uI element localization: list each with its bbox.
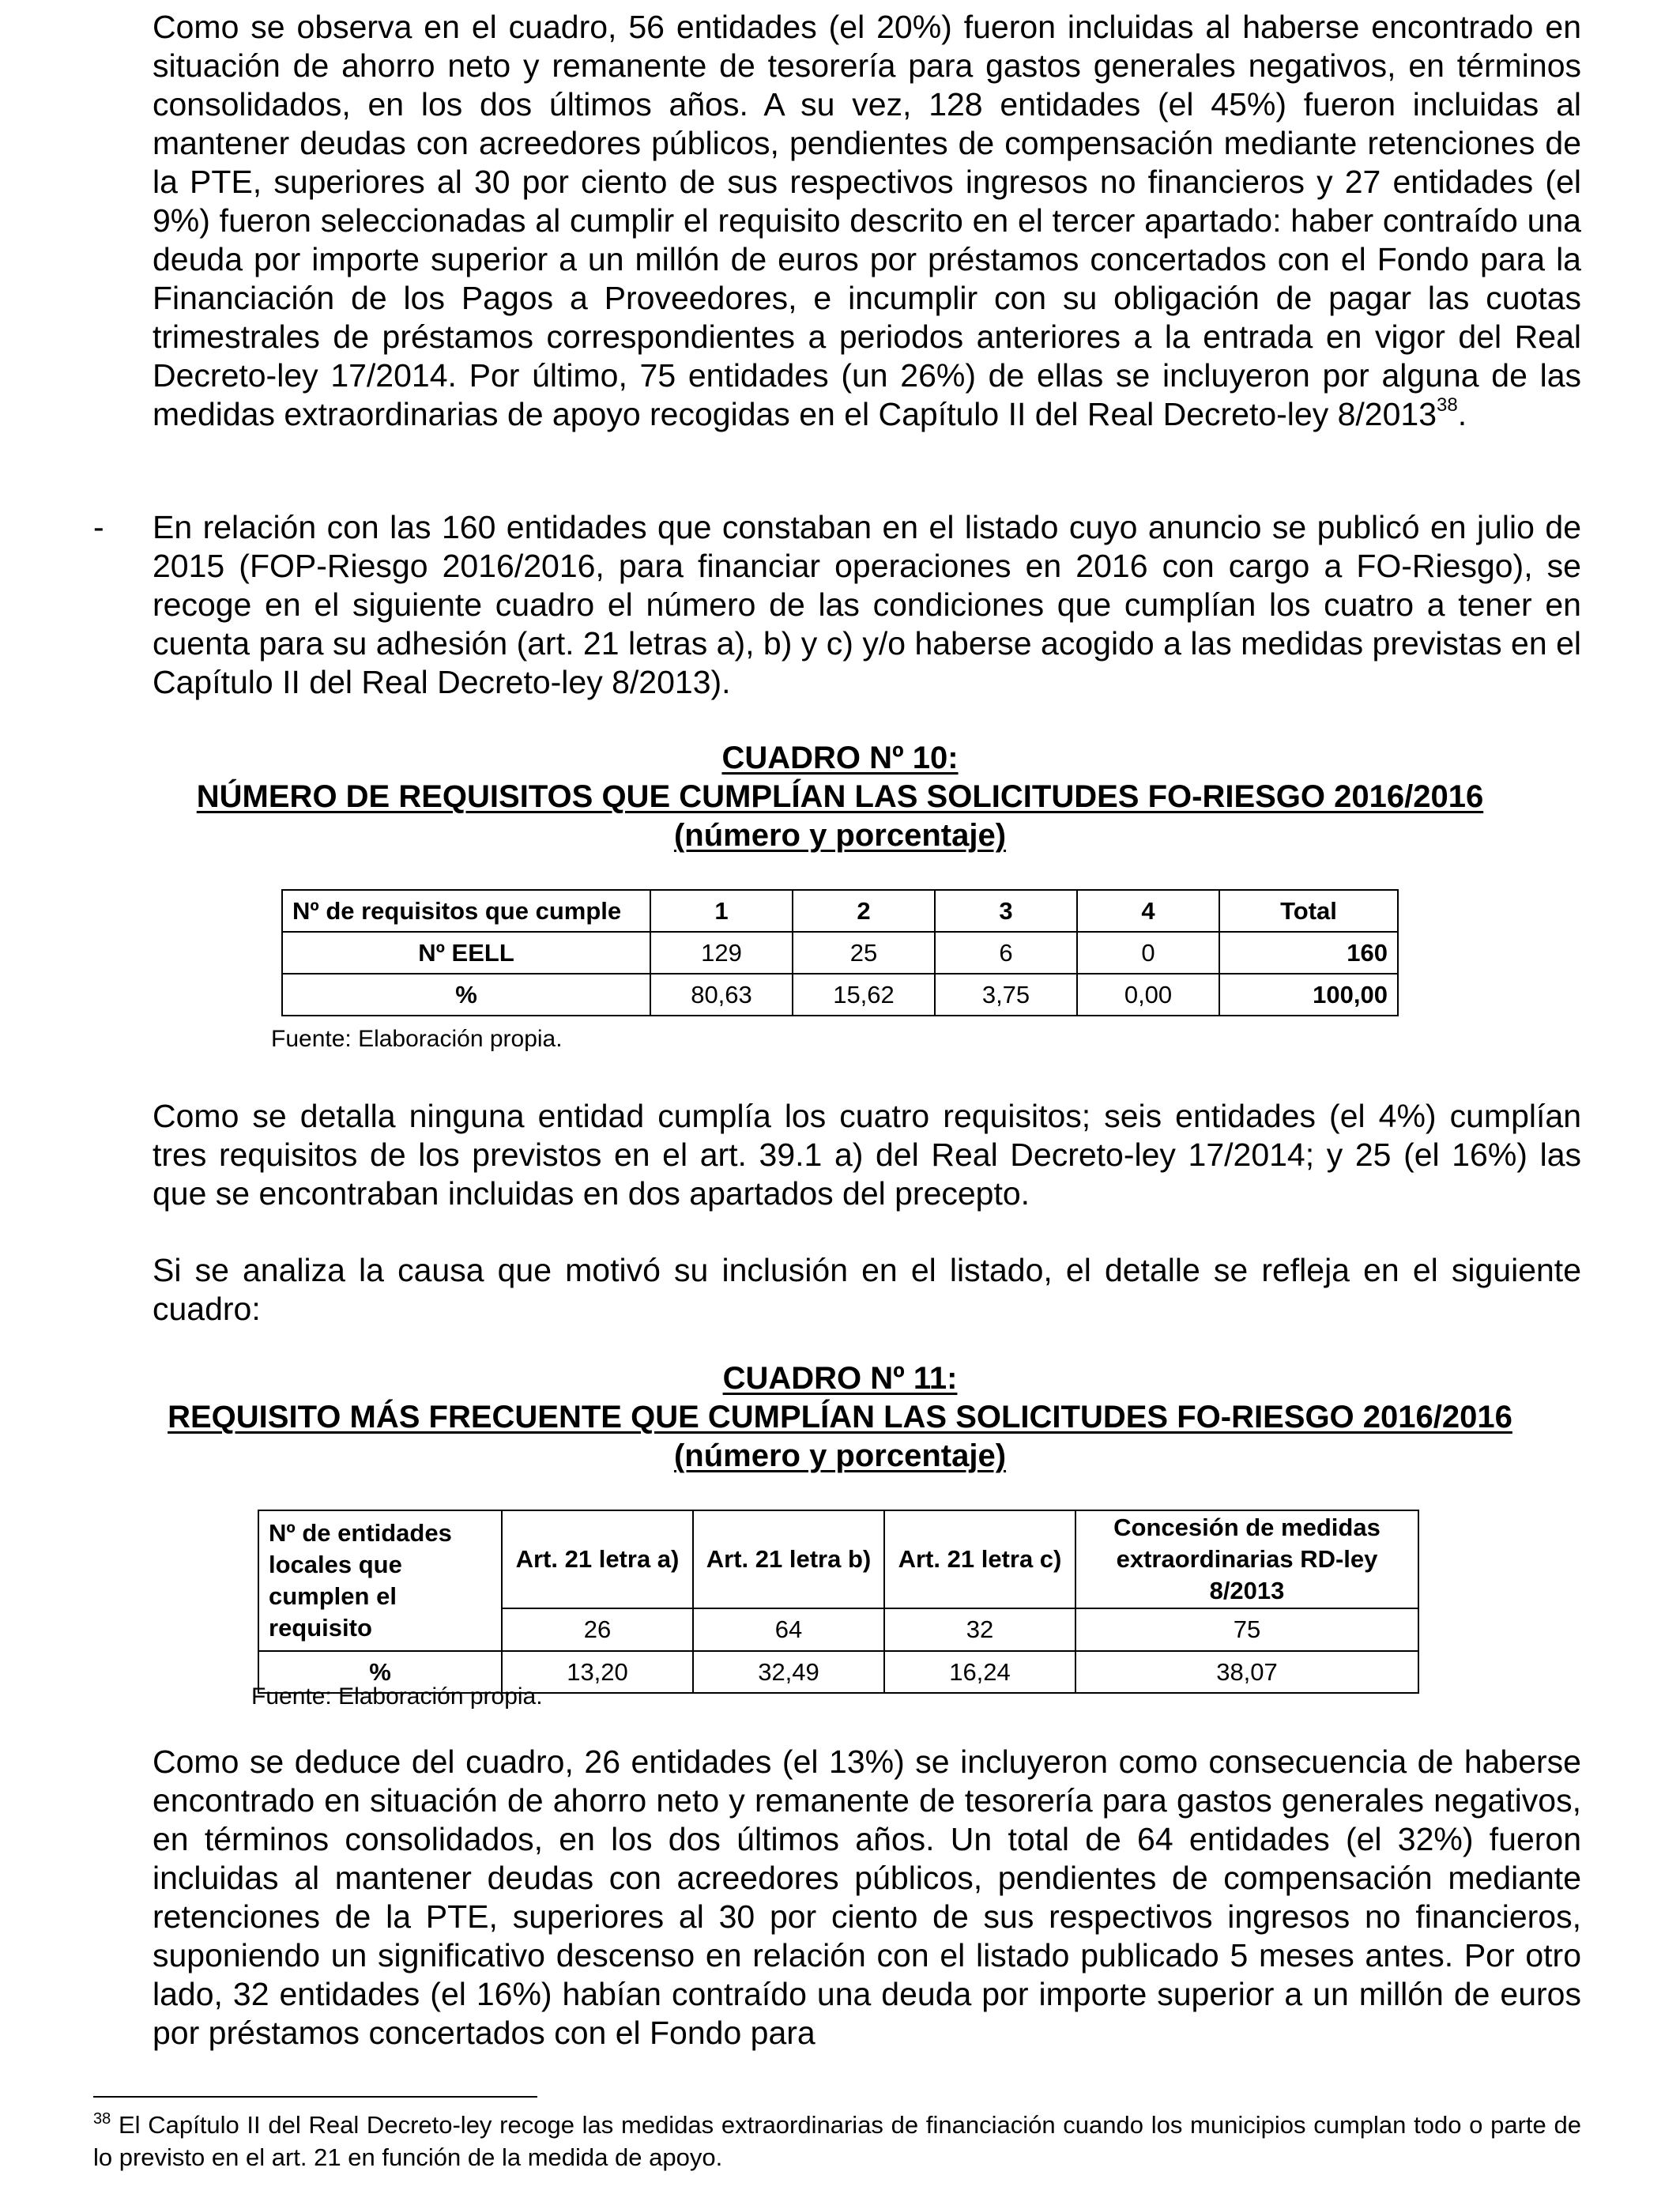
table-cell: 80,63 [650, 974, 793, 1016]
cuadro-11-subtitle-text: REQUISITO MÁS FRECUENTE QUE CUMPLÍAN LAS SOLICITUDES FO-RIESGO 2016/2016 [168, 1400, 1512, 1434]
footnote-ref-38[interactable]: 38 [1437, 394, 1458, 416]
cuadro-11-subtitle [0, 1398, 1680, 1437]
table-row [282, 932, 1398, 974]
table-row-label: Nº de entidades locales que cumplen el requisito [258, 1510, 502, 1651]
cuadro-11-unit-text: (número y porcentaje) [673, 1438, 1007, 1473]
table-cell: 32,49 [693, 1651, 884, 1693]
table-header-cell: 2 [793, 890, 935, 932]
table-header-cell: Art. 21 letra a) [502, 1510, 693, 1608]
table-cell: 0 [1077, 932, 1219, 974]
cuadro-10-unit [0, 816, 1680, 855]
table-header-row [258, 1510, 1418, 1608]
paragraph-2: En relación con las 160 entidades que constaban en el listado cuyo anuncio se publicó en julio de 2015 (FOP-Riesgo 2016/2016, para financiar operaciones en 2016 con cargo a FO-Riesgo), se recoge en el siguiente cuadro el número de las condiciones que cumplían los cuatro a tener en cuenta para su adhesión (art. 21 letras a), b) y c) y/o haberse acogido a las medidas previstas en el Capítulo II del Real Decreto-ley 8/2013). [153, 509, 1581, 700]
cuadro-10-table [281, 889, 1399, 1016]
table-header-cell: 3 [935, 890, 1077, 932]
table-cell: 6 [935, 932, 1077, 974]
table-header-row [282, 890, 1398, 932]
cuadro-10-source: Fuente: Elaboración propia. [271, 1026, 563, 1052]
cuadro-11-title-text: CUADRO Nº 11: [722, 1361, 958, 1396]
table-header-cell: 1 [650, 890, 793, 932]
table-total-cell: 100,00 [1219, 974, 1398, 1016]
table-header-cell: Total [1219, 890, 1398, 932]
table-row [282, 974, 1398, 1016]
paragraph-1-end: . [1457, 396, 1467, 432]
cuadro-10-title [0, 739, 1680, 778]
cuadro-11-source: Fuente: Elaboración propia. [251, 1683, 543, 1710]
paragraph-1-text: Como se observa en el cuadro, 56 entidades (el 20%) fueron incluidas al haberse encontrado en situación de ahorro neto y remanente de tesorería para gastos generales negativos, en términos consolidados, en los dos últimos años. A su vez, 128 entidades (el 45%) fueron incluidas al mantener deudas con acreedores públicos, pendientes de compensación mediante retenciones de la PTE, superiores al 30 por ciento de sus respectivos ingresos no financieros y 27 entidades (el 9%) fueron seleccionadas al cumplir el requisito descrito en el tercer apartado: haber contraído una deuda por importe superior a un millón de euros por préstamos concertados con el Fondo para la Financiación de los Pagos a Proveedores, e incumplir con su obligación de pagar las cuotas trimestrales de préstamos correspondientes a periodos anteriores a la entrada en vigor del Real Decreto-ley 17/2014. Por último, 75 entidades (un 26%) de ellas se incluyeron por alguna de las medidas extraordinarias de apoyo recogidas en el Capítulo II del Real Decreto-ley 8/2013 [153, 9, 1581, 432]
table-header-cell: Nº de requisitos que cumple [282, 890, 650, 932]
cuadro-11-unit [0, 1437, 1680, 1476]
table-cell: 15,62 [793, 974, 935, 1016]
list-dash: - [93, 509, 104, 545]
table-cell: 16,24 [884, 1651, 1075, 1693]
table-cell: 32 [884, 1608, 1075, 1651]
cuadro-10-subtitle [0, 778, 1680, 816]
footnote-38 [93, 2109, 1581, 2173]
table-row-label: % [258, 1651, 502, 1693]
footnote-number: 38 [93, 2110, 111, 2128]
cuadro-10-title-text: CUADRO Nº 10: [721, 741, 959, 775]
paragraph-4: Si se analiza la causa que motivó su inclusión en el listado, el detalle se refleja en el siguiente cuadro: [153, 1252, 1581, 1327]
paragraph-3: Como se detalla ninguna entidad cumplía los cuatro requisitos; seis entidades (el 4%) cumplían tres requisitos de los previstos en el art. 39.1 a) del Real Decreto-ley 17/2014; y 25 (el 16%) las que se encontraban incluidas en dos apartados del precepto. [153, 1098, 1581, 1212]
table-cell: 64 [693, 1608, 884, 1651]
table-header-cell: Art. 21 letra b) [693, 1510, 884, 1608]
table-row-label: % [282, 974, 650, 1016]
table-cell: 0,00 [1077, 974, 1219, 1016]
table-row-label: Nº EELL [282, 932, 650, 974]
table-cell: 129 [650, 932, 793, 974]
cuadro-10-unit-text: (número y porcentaje) [673, 818, 1007, 853]
footnote-separator [93, 2096, 537, 2098]
table-cell: 38,07 [1075, 1651, 1418, 1693]
footnote-text: El Capítulo II del Real Decreto-ley recoge las medidas extraordinarias de financiación cuando los municipios cumplan todo o parte de lo previsto en el art. 21 en función de la medida de apoyo. [93, 2111, 1581, 2171]
paragraph-1 [153, 8, 1581, 434]
table-cell: 3,75 [935, 974, 1077, 1016]
table-header-cell: Art. 21 letra c) [884, 1510, 1075, 1608]
cuadro-11-table [258, 1510, 1419, 1694]
table-cell: 13,20 [502, 1651, 693, 1693]
table-cell: 26 [502, 1608, 693, 1651]
table-header-cell: 4 [1077, 890, 1219, 932]
cuadro-10-subtitle-text: NÚMERO DE REQUISITOS QUE CUMPLÍAN LAS SOLICITUDES FO-RIESGO 2016/2016 [196, 779, 1484, 814]
table-cell: 25 [793, 932, 935, 974]
table-total-cell: 160 [1219, 932, 1398, 974]
table-cell: 75 [1075, 1608, 1418, 1651]
cuadro-11-title [0, 1359, 1680, 1398]
table-header-cell: Concesión de medidas extraordinarias RD-ley 8/2013 [1075, 1510, 1418, 1608]
paragraph-5: Como se deduce del cuadro, 26 entidades (el 13%) se incluyeron como consecuencia de haberse encontrado en situación de ahorro neto y remanente de tesorería para gastos generales negativos, en términos consolidados, en los dos últimos años. Un total de 64 entidades (el 32%) fueron incluidas al mantener deudas con acreedores públicos, pendientes de compensación mediante retenciones de la PTE, superiores al 30 por ciento de sus respectivos ingresos no financieros, suponiendo un significativo descenso en relación con el listado publicado 5 meses antes. Por otro lado, 32 entidades (el 16%) habían contraído una deuda por importe superior a un millón de euros por préstamos concertados con el Fondo para [153, 1744, 1581, 2051]
